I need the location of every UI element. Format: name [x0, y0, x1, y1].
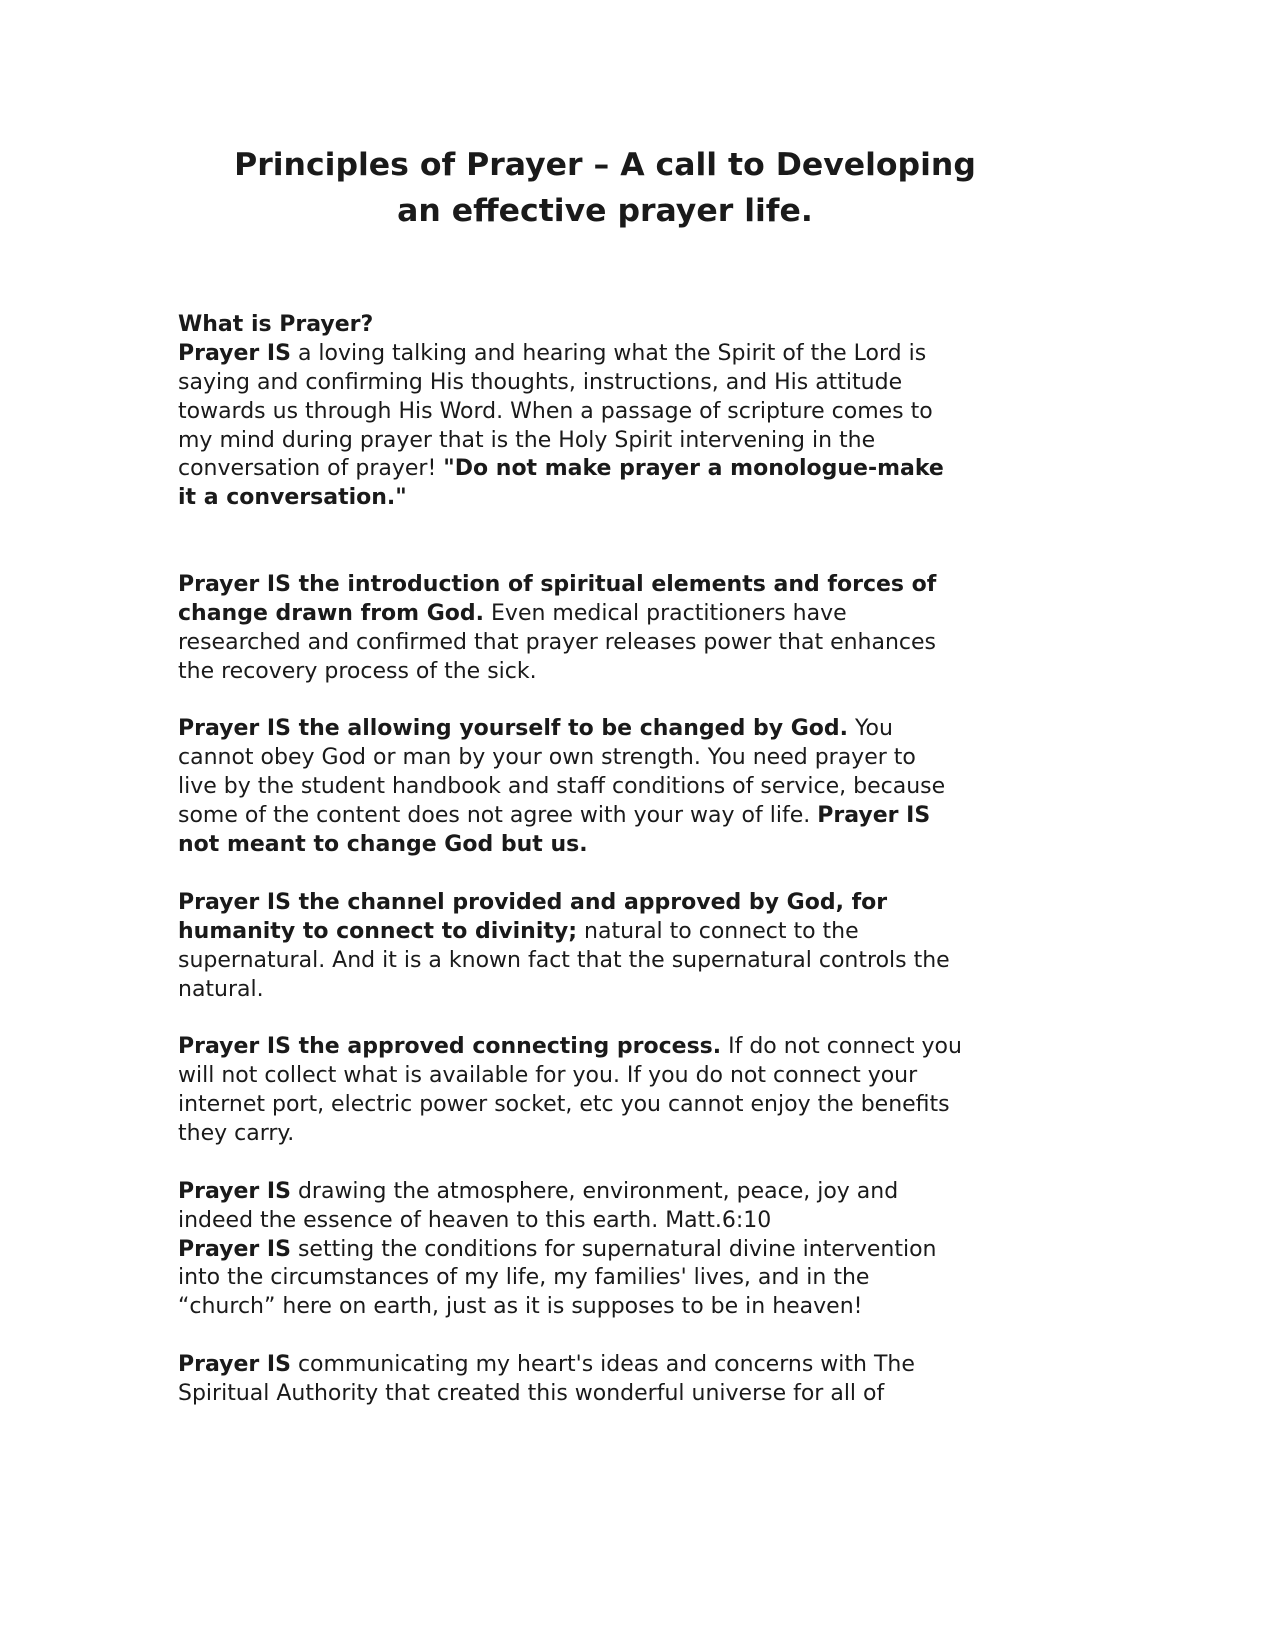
- body-text: communicating my heart's ideas and concerns with The: [290, 1352, 915, 1378]
- bold-text: Prayer IS: [178, 1352, 291, 1378]
- body-text: setting the conditions for supernatural divine intervention: [290, 1236, 937, 1262]
- text-line: [178, 571, 962, 600]
- text-line: [178, 600, 962, 629]
- body-text: saying and confirming His thoughts, instructions, and His attitude: [178, 369, 903, 395]
- bold-text: humanity to connect to divinity;: [178, 918, 578, 944]
- bold-text: Prayer IS the approved connecting process.: [178, 1034, 722, 1060]
- paragraph: [178, 1351, 962, 1409]
- body-text: towards us through His Word. When a passage of scripture comes to: [178, 398, 933, 424]
- bold-text: it a conversation.": [178, 485, 407, 511]
- text-line: [178, 802, 962, 831]
- text-line: [178, 629, 962, 658]
- text-line: [178, 1207, 962, 1236]
- document-body: [178, 311, 962, 1409]
- bold-text: Prayer IS: [178, 340, 291, 366]
- paragraph: [178, 1033, 962, 1149]
- body-text: Spiritual Authority that created this wonderful universe for all of: [178, 1380, 885, 1406]
- bold-text: "Do not make prayer a monologue-make: [443, 456, 944, 482]
- paragraph: [178, 1178, 962, 1236]
- text-line: [178, 773, 962, 802]
- text-line: [178, 1178, 962, 1207]
- body-text: You: [848, 716, 893, 742]
- section-heading: [178, 311, 962, 340]
- text-line: [178, 889, 962, 918]
- text-line: [178, 715, 962, 744]
- bold-text: Prayer IS: [817, 803, 931, 829]
- text-line: [178, 484, 962, 513]
- text-line: [178, 1033, 962, 1062]
- body-text: drawing the atmosphere, environment, peace, joy and: [290, 1178, 899, 1204]
- body-text: internet port, electric power socket, etc you cannot enjoy the benefits: [178, 1092, 950, 1118]
- bold-text: Prayer IS: [178, 1178, 291, 1204]
- text-line: [178, 369, 962, 398]
- paragraph: [178, 715, 962, 859]
- text-line: [178, 427, 962, 456]
- text-line: [178, 1293, 962, 1322]
- text-line: [178, 1236, 962, 1265]
- text-line: [178, 1380, 962, 1409]
- text-line: [178, 947, 962, 976]
- body-text: the recovery process of the sick.: [178, 658, 537, 684]
- body-text: indeed the essence of heaven to this earth. Matt.6:10: [178, 1207, 772, 1233]
- body-text: conversation of prayer!: [178, 456, 444, 482]
- body-text: live by the student handbook and staff conditions of service, because: [178, 774, 946, 800]
- body-text: “church” here on earth, just as it is supposes to be in heaven!: [178, 1294, 863, 1320]
- body-text: my mind during prayer that is the Holy Spirit intervening in the: [178, 427, 876, 453]
- paragraph: [178, 1236, 962, 1323]
- text-line: [178, 340, 962, 369]
- body-text: researched and confirmed that prayer releases power that enhances: [178, 629, 937, 655]
- bold-text: What is Prayer?: [178, 312, 374, 337]
- bold-text: Prayer IS the channel provided and approved by God, for: [178, 889, 888, 915]
- bold-text: not meant to change God but us.: [178, 832, 588, 858]
- body-text: supernatural. And it is a known fact that the supernatural controls the: [178, 947, 950, 973]
- text-line: [178, 398, 962, 427]
- body-text: If do not connect you: [721, 1034, 962, 1060]
- bold-text: Prayer IS the allowing yourself to be changed by God.: [178, 716, 849, 742]
- paragraph: [178, 340, 962, 513]
- body-text: a loving talking and hearing what the Spirit of the Lord is: [290, 340, 927, 366]
- body-text: will not collect what is available for you. If you do not connect your: [178, 1063, 918, 1089]
- body-text: cannot obey God or man by your own strength. You need prayer to: [178, 745, 916, 771]
- text-line: [178, 744, 962, 773]
- text-line: [178, 658, 962, 687]
- body-text: they carry.: [178, 1120, 295, 1146]
- body-text: Even medical practitioners have: [484, 600, 847, 626]
- text-line: [178, 976, 962, 1005]
- body-text: natural to connect to the: [577, 918, 859, 944]
- text-line: [178, 455, 962, 484]
- bold-text: change drawn from God.: [178, 600, 485, 626]
- body-text: into the circumstances of my life, my families' lives, and in the: [178, 1265, 870, 1291]
- bold-text: Prayer IS: [178, 1236, 291, 1262]
- document-title-line-1: Principles of Prayer – A call to Developing: [234, 147, 976, 183]
- text-line: [178, 311, 962, 340]
- text-line: [178, 1264, 962, 1293]
- bold-text: Prayer IS the introduction of spiritual elements and forces of: [178, 572, 937, 598]
- paragraph: [178, 889, 962, 1005]
- document-title-line-2: an effective prayer life.: [397, 193, 813, 229]
- body-text: some of the content does not agree with your way of life.: [178, 803, 818, 829]
- text-line: [178, 831, 962, 860]
- text-line: [178, 1091, 962, 1120]
- text-line: [178, 1351, 962, 1380]
- body-text: natural.: [178, 976, 264, 1002]
- text-line: [178, 918, 962, 947]
- paragraph: [178, 571, 962, 687]
- text-line: [178, 1120, 962, 1149]
- text-line: [178, 1062, 962, 1091]
